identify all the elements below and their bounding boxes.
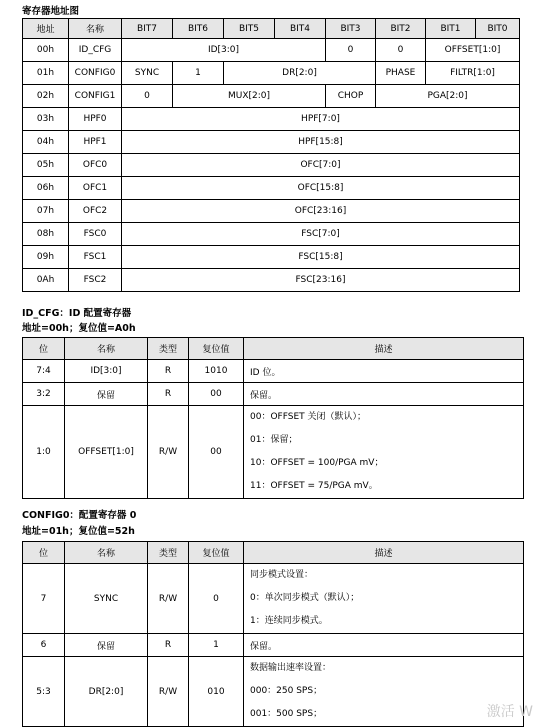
cell-field: SYNC [122,62,173,85]
cell-type: R [148,383,189,406]
header-type: 类型 [148,542,189,564]
header-reset: 复位值 [189,542,244,564]
desc-line: 000：250 SPS； [250,686,323,696]
cell-addr: 00h [23,39,69,62]
cell-field: OFC[23:16] [122,200,520,223]
header-bit6: BIT6 [173,19,224,39]
table-row [23,246,520,269]
cell-name: ID[3:0] [65,360,148,383]
cell-name: FSC2 [69,269,122,292]
desc-line: 01：保留； [250,435,298,445]
header-name: 名称 [65,542,148,564]
table-row [23,39,520,62]
cell-name: OFFSET[1:0] [65,406,148,499]
header-bit5: BIT5 [224,19,275,39]
table-row [23,200,520,223]
cell-bit: 6 [23,634,65,657]
cell-bit: 5:3 [23,657,65,727]
cell-name: OFC2 [69,200,122,223]
header-addr: 地址 [23,19,69,39]
cell-name: 保留 [65,634,148,657]
cell-name: FSC1 [69,246,122,269]
cell-desc: 保留。 [244,383,524,406]
cell-desc [244,657,524,727]
config0-subtitle: 地址=01h；复位值=52h [22,526,135,537]
desc-line: 同步模式设置： [250,570,314,580]
cell-type: R [148,360,189,383]
cell-bit: 1:0 [23,406,65,499]
cell-addr: 0Ah [23,269,69,292]
header-bit7: BIT7 [122,19,173,39]
cell-field: FSC[23:16] [122,269,520,292]
header-bit0: BIT0 [476,19,520,39]
config0-title: CONFIG0：配置寄存器 0 [22,510,137,521]
table-row [23,564,524,634]
cell-addr: 06h [23,177,69,200]
register-map-table [22,18,520,292]
cell-addr: 01h [23,62,69,85]
cell-field: FILTR[1:0] [426,62,520,85]
cell-name: HPF1 [69,131,122,154]
cell-bit: 3:2 [23,383,65,406]
cell-addr: 08h [23,223,69,246]
header-bit4: BIT4 [275,19,326,39]
cell-reset: 0 [189,564,244,634]
cell-addr: 04h [23,131,69,154]
desc-line: 1：连续同步模式。 [250,616,328,626]
table-row [23,85,520,108]
cell-name: OFC1 [69,177,122,200]
cell-field: OFC[7:0] [122,154,520,177]
header-name: 名称 [69,19,122,39]
desc-line: 00：OFFSET 关闭（默认）； [250,412,366,422]
cell-addr: 05h [23,154,69,177]
cell-field: ID[3:0] [122,39,326,62]
header-bit: 位 [23,338,65,360]
idcfg-subtitle: 地址=00h；复位值=A0h [22,323,136,334]
cell-desc [244,406,524,499]
table-row [23,360,524,383]
cell-bit: 7:4 [23,360,65,383]
idcfg-title: ID_CFG：ID 配置寄存器 [22,308,132,319]
table-row [23,108,520,131]
header-type: 类型 [148,338,189,360]
cell-name: ID_CFG [69,39,122,62]
cell-type: R [148,634,189,657]
cell-name: HPF0 [69,108,122,131]
cell-desc [244,564,524,634]
header-desc: 描述 [244,542,524,564]
cell-reset: 00 [189,383,244,406]
cell-desc: ID 位。 [244,360,524,383]
table-row [23,269,520,292]
cell-name: 保留 [65,383,148,406]
cell-field: OFC[15:8] [122,177,520,200]
header-bit: 位 [23,542,65,564]
cell-field: 0 [122,85,173,108]
cell-field: PHASE [376,62,426,85]
table-row [23,406,524,499]
cell-field: HPF[15:8] [122,131,520,154]
cell-addr: 07h [23,200,69,223]
config0-table [22,541,524,727]
cell-field: HPF[7:0] [122,108,520,131]
desc-line: 10：OFFSET = 100/PGA mV； [250,458,384,468]
header-bit3: BIT3 [326,19,376,39]
table-row [23,131,520,154]
cell-reset: 1010 [189,360,244,383]
activation-watermark: 激活 W [486,704,533,720]
cell-name: DR[2:0] [65,657,148,727]
cell-name: CONFIG0 [69,62,122,85]
table-row [23,154,520,177]
cell-field: OFFSET[1:0] [426,39,520,62]
cell-field: 0 [326,39,376,62]
cell-desc: 保留。 [244,634,524,657]
cell-type: R/W [148,657,189,727]
header-bit2: BIT2 [376,19,426,39]
cell-field: 0 [376,39,426,62]
register-map-title: 寄存器地址图 [22,6,80,17]
cell-field: CHOP [326,85,376,108]
header-bit1: BIT1 [426,19,476,39]
desc-line: 0：单次同步模式（默认）； [250,593,360,603]
header-desc: 描述 [244,338,524,360]
desc-line: 11：OFFSET = 75/PGA mV。 [250,481,378,491]
cell-type: R/W [148,406,189,499]
table-row [23,223,520,246]
cell-reset: 00 [189,406,244,499]
cell-type: R/W [148,564,189,634]
cell-field: 1 [173,62,224,85]
table-row [23,634,524,657]
cell-addr: 09h [23,246,69,269]
header-reset: 复位值 [189,338,244,360]
cell-reset: 1 [189,634,244,657]
cell-field: PGA[2:0] [376,85,520,108]
table-row [23,657,524,727]
desc-line: 001：500 SPS； [250,709,323,719]
idcfg-table [22,337,524,499]
cell-name: SYNC [65,564,148,634]
cell-field: DR[2:0] [224,62,376,85]
cell-field: MUX[2:0] [173,85,326,108]
cell-field: FSC[15:8] [122,246,520,269]
table-row [23,177,520,200]
table-row [23,62,520,85]
desc-line: 数据输出速率设置： [250,663,332,673]
cell-name: CONFIG1 [69,85,122,108]
cell-field: FSC[7:0] [122,223,520,246]
cell-addr: 02h [23,85,69,108]
table-row [23,383,524,406]
cell-reset: 010 [189,657,244,727]
cell-bit: 7 [23,564,65,634]
cell-name: OFC0 [69,154,122,177]
header-name: 名称 [65,338,148,360]
cell-addr: 03h [23,108,69,131]
cell-name: FSC0 [69,223,122,246]
